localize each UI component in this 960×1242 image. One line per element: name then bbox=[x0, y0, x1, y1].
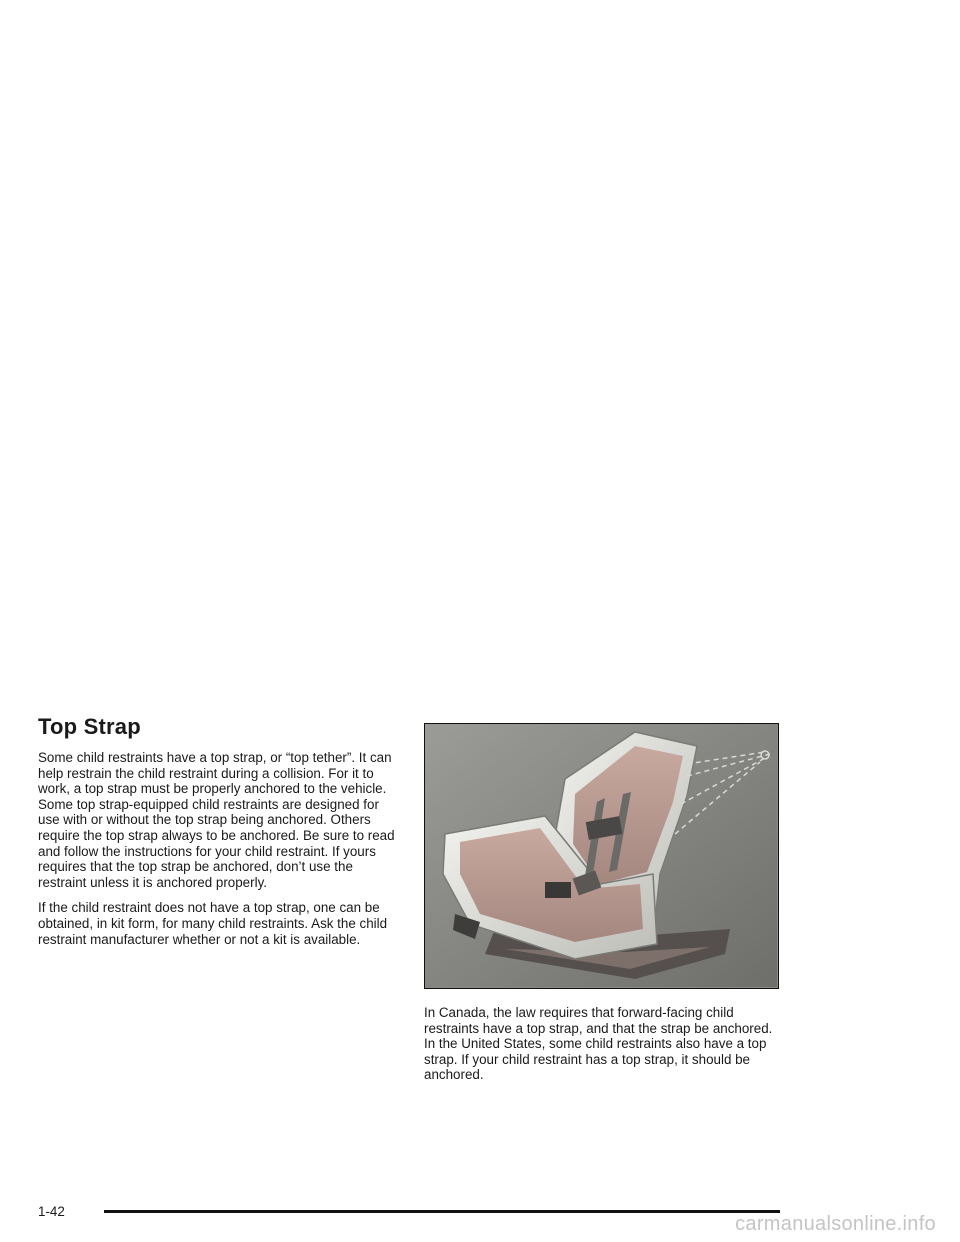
page-number: 1-42 bbox=[38, 1204, 65, 1219]
child-seat-illustration bbox=[424, 723, 779, 989]
paragraph: If the child restraint does not have a top strap, one can be obtained, in kit form, for many child restraints. Ask the child restraint manufacturer whether or not a kit is available. bbox=[38, 900, 388, 947]
section-title: Top Strap bbox=[38, 714, 141, 739]
watermark: carmanualsonline.info bbox=[735, 1213, 936, 1235]
left-column bbox=[38, 750, 398, 957]
right-column bbox=[424, 1005, 780, 1083]
footer-rule bbox=[104, 1210, 780, 1213]
paragraph: Some child restraints have a top strap, or “top tether”. It can help restrain the child restraint during a collision. For it to work, a top strap must be properly anchored to the vehicle. Some top strap-equipped child restraints are designed for use with or without the top strap being anchored. Others require the top strap always to be anchored. Be sure to read and follow the instructions for your child restraint. If yours requires that the top strap be anchored, don’t use the restraint unless it is anchored properly. bbox=[38, 750, 395, 890]
paragraph: In Canada, the law requires that forward-facing child restraints have a top strap, and that the strap be anchored. In the United States, some child restraints also have a top strap. If your child restraint has a top strap, it should be anchored. bbox=[424, 1005, 773, 1083]
child-seat-top-strap-icon bbox=[425, 724, 777, 987]
